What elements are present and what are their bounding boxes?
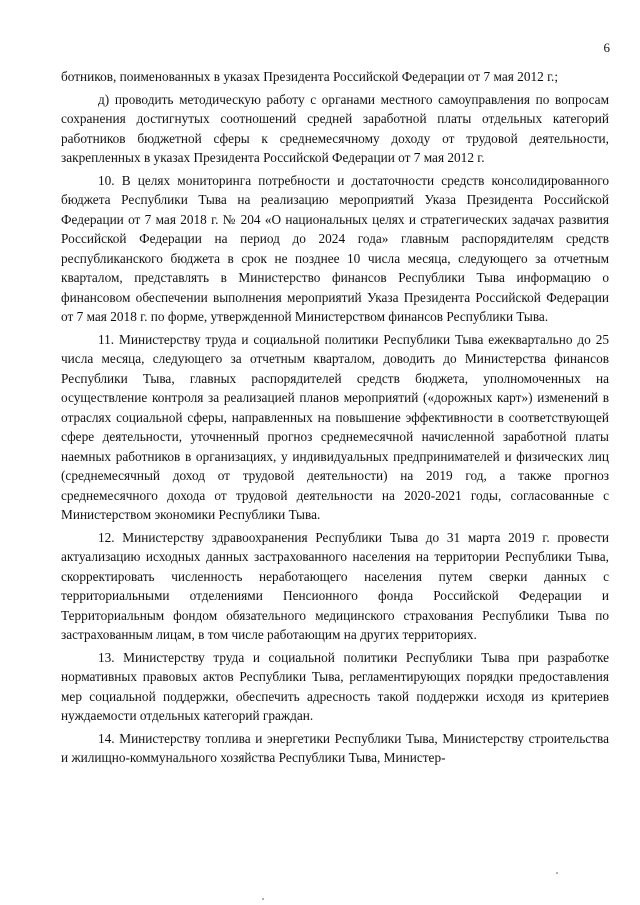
scan-speck: [556, 872, 558, 874]
paragraph-13: 13. Министерству труда и социальной политики Республики Тыва при разработке нормативных правовых актов Республики Тыва, регламентирующих порядки предоставления мер социальной поддержки, обеспечить адресность такой поддержки исходя из критериев нуждаемости отдельных категорий граждан.: [61, 649, 609, 723]
paragraph-14: 14. Министерству топлива и энергетики Республики Тыва, Министерству строительства и жилищно-коммунального хозяйства Республики Тыва, Министер-: [61, 730, 609, 765]
paragraph-10: 10. В целях мониторинга потребности и достаточности средств консолидированного бюджета Республики Тыва на реализацию мероприятий Указа Президента Российской Федерации от 7 мая 2018 г. № 204 «О национальных целях и стратегических задачах развития Российской Федерации на период до 2024 года» главным распорядителям средств республиканского бюджета в срок не позднее 10 числа месяца, следующего за отчетным кварталом, представлять в Министерство финансов Республики Тыва информацию о финансовом обеспечении выполнения мероприятий Указа Президента Российской Федерации от 7 мая 2018 г. по форме, утвержденной Министерством финансов Республики Тыва.: [61, 172, 609, 324]
scan-speck: [262, 898, 264, 900]
paragraph-12: 12. Министерству здравоохранения Республики Тыва до 31 марта 2019 г. провести актуализацию исходных данных застрахованного населения на территории Республики Тыва, скорректировать численность неработающего населения путем сверки данных с территориальными отделениями Пенсионного фонда Российской Федерации и Территориальным фондом обязательного медицинского страхования Республики Тыва по застрахованным лицам, в том числе работающим на других территориях.: [61, 529, 609, 642]
document-body: [61, 67, 609, 771]
paragraph-continuation: ботников, поименованных в указах Президента Российской Федерации от 7 мая 2012 г.;: [61, 69, 559, 84]
paragraph-item-d: д) проводить методическую работу с органами местного самоуправления по вопросам сохранения достигнутых соотношений средней заработной платы отдельных категорий работников бюджетной сферы к среднемесячному доходу от трудовой деятельности, закрепленных в указах Президента Российской Федерации от 7 мая 2012 г.: [61, 91, 609, 165]
page-number: 6: [603, 40, 610, 55]
paragraph-11: 11. Министерству труда и социальной политики Республики Тыва ежеквартально до 25 числа месяца, следующего за отчетным кварталом, доводить до Министерства финансов Республики Тыва, главных распорядителей средств бюджета, уполномоченных на осуществление контроля за реализацией планов мероприятий («дорожных карт») изменений в отраслях социальной сферы, направленных на повышение эффективности в соответствующей сфере деятельности, уточненный прогноз среднемесячной начисленной заработной платы наемных работников в организациях, у индивидуальных предпринимателей и физических лиц (среднемесячный доход от трудовой деятельности) на 2019 год, а также прогноз среднемесячного дохода от трудовой деятельности на 2020-2021 годы, согласованные с Министерством экономики Республики Тыва.: [61, 331, 609, 522]
